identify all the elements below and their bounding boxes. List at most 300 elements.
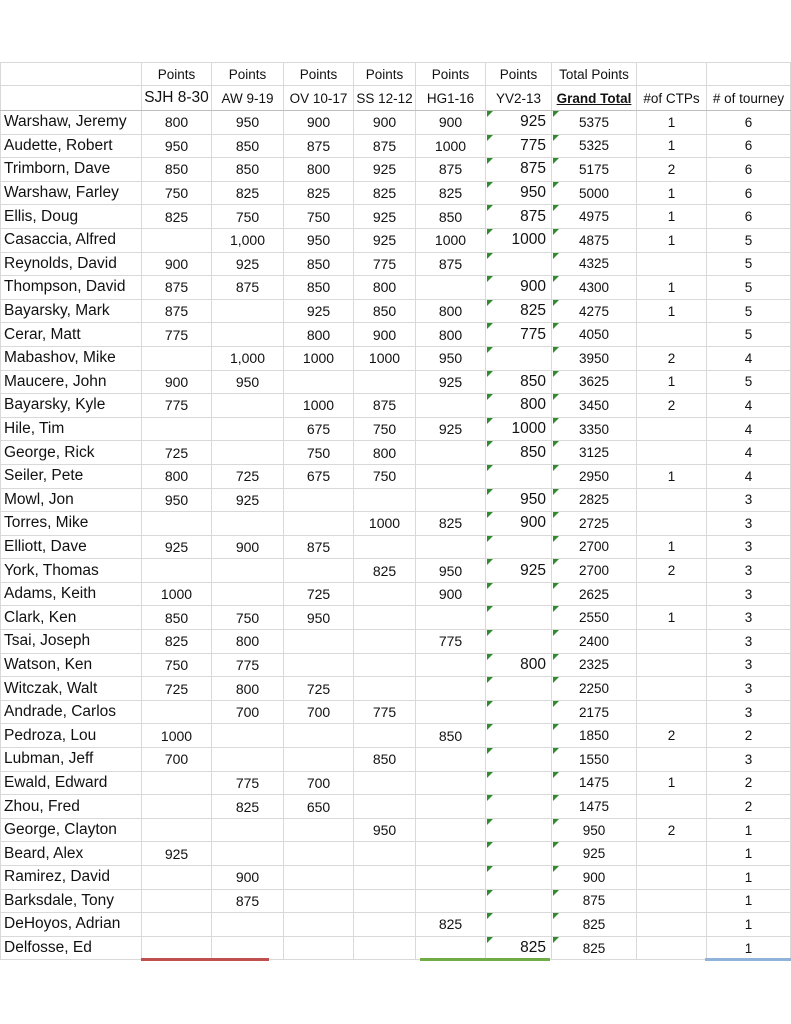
hg-points-cell[interactable]	[416, 771, 486, 795]
hg-points-cell[interactable]	[416, 276, 486, 300]
grand-total-cell[interactable]	[552, 795, 637, 819]
ctp-count-cell[interactable]	[637, 724, 707, 748]
aw-points-cell[interactable]	[212, 842, 284, 866]
sjh-points-cell[interactable]	[142, 913, 212, 937]
sjh-points-cell[interactable]	[142, 158, 212, 182]
grand-total-cell[interactable]	[552, 205, 637, 229]
tourney-count-cell[interactable]	[707, 866, 791, 890]
yv-points-cell[interactable]	[486, 512, 552, 536]
tourney-count-cell[interactable]	[707, 134, 791, 158]
ss-points-cell[interactable]	[354, 936, 416, 960]
tourney-count-cell[interactable]	[707, 417, 791, 441]
sjh-points-cell[interactable]	[142, 818, 212, 842]
hg-points-cell[interactable]	[416, 111, 486, 135]
ss-points-cell[interactable]	[354, 724, 416, 748]
hg-points-cell[interactable]	[416, 582, 486, 606]
yv-points-cell[interactable]	[486, 181, 552, 205]
yv-points-cell[interactable]	[486, 842, 552, 866]
ov-points-cell[interactable]	[284, 299, 354, 323]
aw-points-cell[interactable]	[212, 559, 284, 583]
hg-points-cell[interactable]	[416, 842, 486, 866]
ov-points-cell[interactable]	[284, 276, 354, 300]
sjh-points-cell[interactable]	[142, 441, 212, 465]
aw-points-cell[interactable]	[212, 205, 284, 229]
hg-points-cell[interactable]	[416, 158, 486, 182]
ov-points-cell[interactable]	[284, 181, 354, 205]
ctp-count-cell[interactable]	[637, 394, 707, 418]
grand-total-cell[interactable]	[552, 111, 637, 135]
ov-points-cell[interactable]	[284, 748, 354, 772]
aw-points-cell[interactable]	[212, 252, 284, 276]
ctp-count-cell[interactable]	[637, 252, 707, 276]
tourney-count-cell[interactable]	[707, 795, 791, 819]
grand-total-cell[interactable]	[552, 771, 637, 795]
ss-points-cell[interactable]	[354, 370, 416, 394]
player-name-cell[interactable]	[1, 299, 142, 323]
aw-points-cell[interactable]	[212, 771, 284, 795]
ss-points-cell[interactable]	[354, 653, 416, 677]
grand-total-cell[interactable]	[552, 512, 637, 536]
player-name-cell[interactable]	[1, 512, 142, 536]
player-name-cell[interactable]	[1, 630, 142, 654]
yv-points-cell[interactable]	[486, 464, 552, 488]
aw-points-cell[interactable]	[212, 181, 284, 205]
ss-points-cell[interactable]	[354, 771, 416, 795]
aw-points-cell[interactable]	[212, 323, 284, 347]
header-cell[interactable]: Points	[486, 63, 552, 86]
ctp-count-cell[interactable]	[637, 559, 707, 583]
sjh-points-cell[interactable]	[142, 795, 212, 819]
ov-points-cell[interactable]	[284, 842, 354, 866]
aw-points-cell[interactable]	[212, 370, 284, 394]
player-name-cell[interactable]	[1, 771, 142, 795]
grand-total-cell[interactable]	[552, 582, 637, 606]
grand-total-cell[interactable]	[552, 818, 637, 842]
header-cell[interactable]	[1, 63, 142, 86]
header-sjh[interactable]: SJH 8-30	[142, 86, 212, 111]
player-name-cell[interactable]	[1, 866, 142, 890]
ss-points-cell[interactable]	[354, 464, 416, 488]
grand-total-cell[interactable]	[552, 866, 637, 890]
player-name-cell[interactable]	[1, 417, 142, 441]
header-ctps[interactable]: #of CTPs	[637, 86, 707, 111]
aw-points-cell[interactable]	[212, 228, 284, 252]
tourney-count-cell[interactable]	[707, 748, 791, 772]
aw-points-cell[interactable]	[212, 464, 284, 488]
sjh-points-cell[interactable]	[142, 535, 212, 559]
ctp-count-cell[interactable]	[637, 346, 707, 370]
aw-points-cell[interactable]	[212, 299, 284, 323]
hg-points-cell[interactable]	[416, 677, 486, 701]
hg-points-cell[interactable]	[416, 795, 486, 819]
ss-points-cell[interactable]	[354, 441, 416, 465]
ctp-count-cell[interactable]	[637, 205, 707, 229]
header-cell[interactable]: Points	[416, 63, 486, 86]
tourney-count-cell[interactable]	[707, 299, 791, 323]
grand-total-cell[interactable]	[552, 630, 637, 654]
player-name-cell[interactable]	[1, 394, 142, 418]
ov-points-cell[interactable]	[284, 134, 354, 158]
hg-points-cell[interactable]	[416, 559, 486, 583]
hg-points-cell[interactable]	[416, 228, 486, 252]
ov-points-cell[interactable]	[284, 252, 354, 276]
player-name-cell[interactable]	[1, 889, 142, 913]
yv-points-cell[interactable]	[486, 606, 552, 630]
sjh-points-cell[interactable]	[142, 111, 212, 135]
grand-total-cell[interactable]	[552, 606, 637, 630]
aw-points-cell[interactable]	[212, 748, 284, 772]
tourney-count-cell[interactable]	[707, 276, 791, 300]
tourney-count-cell[interactable]	[707, 771, 791, 795]
aw-points-cell[interactable]	[212, 677, 284, 701]
ctp-count-cell[interactable]	[637, 606, 707, 630]
ov-points-cell[interactable]	[284, 346, 354, 370]
sjh-points-cell[interactable]	[142, 417, 212, 441]
grand-total-cell[interactable]	[552, 370, 637, 394]
player-name-cell[interactable]	[1, 111, 142, 135]
sjh-points-cell[interactable]	[142, 205, 212, 229]
grand-total-cell[interactable]	[552, 677, 637, 701]
grand-total-cell[interactable]	[552, 228, 637, 252]
player-name-cell[interactable]	[1, 936, 142, 960]
aw-points-cell[interactable]	[212, 866, 284, 890]
ctp-count-cell[interactable]	[637, 299, 707, 323]
hg-points-cell[interactable]	[416, 535, 486, 559]
ss-points-cell[interactable]	[354, 158, 416, 182]
header-yv[interactable]: YV2-13	[486, 86, 552, 111]
player-name-cell[interactable]	[1, 535, 142, 559]
sjh-points-cell[interactable]	[142, 748, 212, 772]
yv-points-cell[interactable]	[486, 417, 552, 441]
grand-total-cell[interactable]	[552, 134, 637, 158]
tourney-count-cell[interactable]	[707, 677, 791, 701]
player-name-cell[interactable]	[1, 441, 142, 465]
ss-points-cell[interactable]	[354, 394, 416, 418]
sjh-points-cell[interactable]	[142, 889, 212, 913]
aw-points-cell[interactable]	[212, 630, 284, 654]
grand-total-cell[interactable]	[552, 913, 637, 937]
hg-points-cell[interactable]	[416, 936, 486, 960]
ss-points-cell[interactable]	[354, 111, 416, 135]
tourney-count-cell[interactable]	[707, 630, 791, 654]
player-name-cell[interactable]	[1, 842, 142, 866]
ctp-count-cell[interactable]	[637, 488, 707, 512]
hg-points-cell[interactable]	[416, 512, 486, 536]
ctp-count-cell[interactable]	[637, 818, 707, 842]
ss-points-cell[interactable]	[354, 134, 416, 158]
aw-points-cell[interactable]	[212, 111, 284, 135]
ov-points-cell[interactable]	[284, 323, 354, 347]
tourney-count-cell[interactable]	[707, 889, 791, 913]
ov-points-cell[interactable]	[284, 441, 354, 465]
hg-points-cell[interactable]	[416, 323, 486, 347]
aw-points-cell[interactable]	[212, 818, 284, 842]
player-name-cell[interactable]	[1, 252, 142, 276]
ctp-count-cell[interactable]	[637, 795, 707, 819]
player-name-cell[interactable]	[1, 464, 142, 488]
ss-points-cell[interactable]	[354, 205, 416, 229]
ss-points-cell[interactable]	[354, 795, 416, 819]
hg-points-cell[interactable]	[416, 134, 486, 158]
sjh-points-cell[interactable]	[142, 700, 212, 724]
aw-points-cell[interactable]	[212, 134, 284, 158]
yv-points-cell[interactable]	[486, 559, 552, 583]
aw-points-cell[interactable]	[212, 653, 284, 677]
header-cell[interactable]: Points	[284, 63, 354, 86]
ov-points-cell[interactable]	[284, 653, 354, 677]
ss-points-cell[interactable]	[354, 582, 416, 606]
hg-points-cell[interactable]	[416, 630, 486, 654]
ctp-count-cell[interactable]	[637, 748, 707, 772]
ss-points-cell[interactable]	[354, 866, 416, 890]
grand-total-cell[interactable]	[552, 276, 637, 300]
yv-points-cell[interactable]	[486, 323, 552, 347]
yv-points-cell[interactable]	[486, 370, 552, 394]
ov-points-cell[interactable]	[284, 818, 354, 842]
yv-points-cell[interactable]	[486, 488, 552, 512]
ctp-count-cell[interactable]	[637, 535, 707, 559]
header-cell[interactable]: Points	[142, 63, 212, 86]
tourney-count-cell[interactable]	[707, 158, 791, 182]
ss-points-cell[interactable]	[354, 228, 416, 252]
hg-points-cell[interactable]	[416, 653, 486, 677]
player-name-cell[interactable]	[1, 323, 142, 347]
ctp-count-cell[interactable]	[637, 866, 707, 890]
ov-points-cell[interactable]	[284, 111, 354, 135]
hg-points-cell[interactable]	[416, 700, 486, 724]
ctp-count-cell[interactable]	[637, 889, 707, 913]
player-name-cell[interactable]	[1, 582, 142, 606]
aw-points-cell[interactable]	[212, 346, 284, 370]
aw-points-cell[interactable]	[212, 441, 284, 465]
yv-points-cell[interactable]	[486, 276, 552, 300]
player-name-cell[interactable]	[1, 700, 142, 724]
tourney-count-cell[interactable]	[707, 653, 791, 677]
header-hg[interactable]: HG1-16	[416, 86, 486, 111]
ov-points-cell[interactable]	[284, 394, 354, 418]
player-name-cell[interactable]	[1, 488, 142, 512]
aw-points-cell[interactable]	[212, 913, 284, 937]
player-name-cell[interactable]	[1, 748, 142, 772]
tourney-count-cell[interactable]	[707, 205, 791, 229]
sjh-points-cell[interactable]	[142, 228, 212, 252]
ss-points-cell[interactable]	[354, 606, 416, 630]
grand-total-cell[interactable]	[552, 700, 637, 724]
ss-points-cell[interactable]	[354, 677, 416, 701]
grand-total-cell[interactable]	[552, 724, 637, 748]
hg-points-cell[interactable]	[416, 818, 486, 842]
sjh-points-cell[interactable]	[142, 464, 212, 488]
sjh-points-cell[interactable]	[142, 276, 212, 300]
hg-points-cell[interactable]	[416, 417, 486, 441]
player-name-cell[interactable]	[1, 795, 142, 819]
aw-points-cell[interactable]	[212, 724, 284, 748]
yv-points-cell[interactable]	[486, 346, 552, 370]
player-name-cell[interactable]	[1, 134, 142, 158]
sjh-points-cell[interactable]	[142, 394, 212, 418]
player-name-cell[interactable]	[1, 724, 142, 748]
ov-points-cell[interactable]	[284, 582, 354, 606]
ctp-count-cell[interactable]	[637, 181, 707, 205]
ctp-count-cell[interactable]	[637, 134, 707, 158]
header-cell[interactable]	[707, 63, 791, 86]
player-name-cell[interactable]	[1, 205, 142, 229]
aw-points-cell[interactable]	[212, 606, 284, 630]
header-cell[interactable]: Points	[354, 63, 416, 86]
player-name-cell[interactable]	[1, 677, 142, 701]
grand-total-cell[interactable]	[552, 181, 637, 205]
ctp-count-cell[interactable]	[637, 111, 707, 135]
grand-total-cell[interactable]	[552, 488, 637, 512]
sjh-points-cell[interactable]	[142, 724, 212, 748]
ctp-count-cell[interactable]	[637, 677, 707, 701]
player-name-cell[interactable]	[1, 653, 142, 677]
ov-points-cell[interactable]	[284, 700, 354, 724]
tourney-count-cell[interactable]	[707, 582, 791, 606]
ov-points-cell[interactable]	[284, 417, 354, 441]
ctp-count-cell[interactable]	[637, 276, 707, 300]
ov-points-cell[interactable]	[284, 889, 354, 913]
yv-points-cell[interactable]	[486, 936, 552, 960]
ss-points-cell[interactable]	[354, 512, 416, 536]
ctp-count-cell[interactable]	[637, 370, 707, 394]
header-cell[interactable]	[1, 86, 142, 111]
player-name-cell[interactable]	[1, 559, 142, 583]
header-ss[interactable]: SS 12-12	[354, 86, 416, 111]
ss-points-cell[interactable]	[354, 748, 416, 772]
yv-points-cell[interactable]	[486, 228, 552, 252]
ov-points-cell[interactable]	[284, 677, 354, 701]
header-tourney[interactable]: # of tourney	[707, 86, 791, 111]
sjh-points-cell[interactable]	[142, 582, 212, 606]
header-cell[interactable]: Points	[212, 63, 284, 86]
yv-points-cell[interactable]	[486, 677, 552, 701]
yv-points-cell[interactable]	[486, 700, 552, 724]
tourney-count-cell[interactable]	[707, 936, 791, 960]
ctp-count-cell[interactable]	[637, 771, 707, 795]
aw-points-cell[interactable]	[212, 512, 284, 536]
ss-points-cell[interactable]	[354, 276, 416, 300]
ctp-count-cell[interactable]	[637, 417, 707, 441]
aw-points-cell[interactable]	[212, 889, 284, 913]
ctp-count-cell[interactable]	[637, 441, 707, 465]
yv-points-cell[interactable]	[486, 252, 552, 276]
grand-total-cell[interactable]	[552, 299, 637, 323]
grand-total-cell[interactable]	[552, 394, 637, 418]
grand-total-cell[interactable]	[552, 842, 637, 866]
hg-points-cell[interactable]	[416, 346, 486, 370]
yv-points-cell[interactable]	[486, 111, 552, 135]
aw-points-cell[interactable]	[212, 276, 284, 300]
ss-points-cell[interactable]	[354, 559, 416, 583]
ov-points-cell[interactable]	[284, 936, 354, 960]
hg-points-cell[interactable]	[416, 913, 486, 937]
ss-points-cell[interactable]	[354, 818, 416, 842]
tourney-count-cell[interactable]	[707, 252, 791, 276]
ctp-count-cell[interactable]	[637, 582, 707, 606]
tourney-count-cell[interactable]	[707, 842, 791, 866]
aw-points-cell[interactable]	[212, 394, 284, 418]
tourney-count-cell[interactable]	[707, 700, 791, 724]
yv-points-cell[interactable]	[486, 134, 552, 158]
grand-total-cell[interactable]	[552, 346, 637, 370]
tourney-count-cell[interactable]	[707, 535, 791, 559]
hg-points-cell[interactable]	[416, 748, 486, 772]
ov-points-cell[interactable]	[284, 535, 354, 559]
aw-points-cell[interactable]	[212, 488, 284, 512]
yv-points-cell[interactable]	[486, 394, 552, 418]
yv-points-cell[interactable]	[486, 582, 552, 606]
tourney-count-cell[interactable]	[707, 394, 791, 418]
ss-points-cell[interactable]	[354, 417, 416, 441]
yv-points-cell[interactable]	[486, 299, 552, 323]
ss-points-cell[interactable]	[354, 535, 416, 559]
ss-points-cell[interactable]	[354, 913, 416, 937]
sjh-points-cell[interactable]	[142, 842, 212, 866]
ctp-count-cell[interactable]	[637, 323, 707, 347]
ctp-count-cell[interactable]	[637, 228, 707, 252]
hg-points-cell[interactable]	[416, 181, 486, 205]
player-name-cell[interactable]	[1, 181, 142, 205]
yv-points-cell[interactable]	[486, 535, 552, 559]
grand-total-cell[interactable]	[552, 748, 637, 772]
tourney-count-cell[interactable]	[707, 512, 791, 536]
hg-points-cell[interactable]	[416, 205, 486, 229]
tourney-count-cell[interactable]	[707, 181, 791, 205]
ss-points-cell[interactable]	[354, 700, 416, 724]
ctp-count-cell[interactable]	[637, 653, 707, 677]
hg-points-cell[interactable]	[416, 441, 486, 465]
sjh-points-cell[interactable]	[142, 559, 212, 583]
yv-points-cell[interactable]	[486, 441, 552, 465]
tourney-count-cell[interactable]	[707, 346, 791, 370]
sjh-points-cell[interactable]	[142, 771, 212, 795]
ss-points-cell[interactable]	[354, 323, 416, 347]
header-cell[interactable]	[637, 63, 707, 86]
tourney-count-cell[interactable]	[707, 818, 791, 842]
ov-points-cell[interactable]	[284, 771, 354, 795]
ov-points-cell[interactable]	[284, 512, 354, 536]
grand-total-cell[interactable]	[552, 889, 637, 913]
ov-points-cell[interactable]	[284, 228, 354, 252]
header-cell[interactable]: Total Points	[552, 63, 637, 86]
grand-total-cell[interactable]	[552, 535, 637, 559]
aw-points-cell[interactable]	[212, 795, 284, 819]
yv-points-cell[interactable]	[486, 630, 552, 654]
ov-points-cell[interactable]	[284, 559, 354, 583]
ss-points-cell[interactable]	[354, 346, 416, 370]
player-name-cell[interactable]	[1, 913, 142, 937]
ov-points-cell[interactable]	[284, 724, 354, 748]
hg-points-cell[interactable]	[416, 889, 486, 913]
ss-points-cell[interactable]	[354, 252, 416, 276]
yv-points-cell[interactable]	[486, 158, 552, 182]
player-name-cell[interactable]	[1, 276, 142, 300]
aw-points-cell[interactable]	[212, 936, 284, 960]
ov-points-cell[interactable]	[284, 606, 354, 630]
ctp-count-cell[interactable]	[637, 700, 707, 724]
player-name-cell[interactable]	[1, 228, 142, 252]
sjh-points-cell[interactable]	[142, 653, 212, 677]
ctp-count-cell[interactable]	[637, 464, 707, 488]
sjh-points-cell[interactable]	[142, 512, 212, 536]
tourney-count-cell[interactable]	[707, 441, 791, 465]
grand-total-cell[interactable]	[552, 158, 637, 182]
yv-points-cell[interactable]	[486, 771, 552, 795]
tourney-count-cell[interactable]	[707, 724, 791, 748]
ctp-count-cell[interactable]	[637, 158, 707, 182]
ov-points-cell[interactable]	[284, 795, 354, 819]
